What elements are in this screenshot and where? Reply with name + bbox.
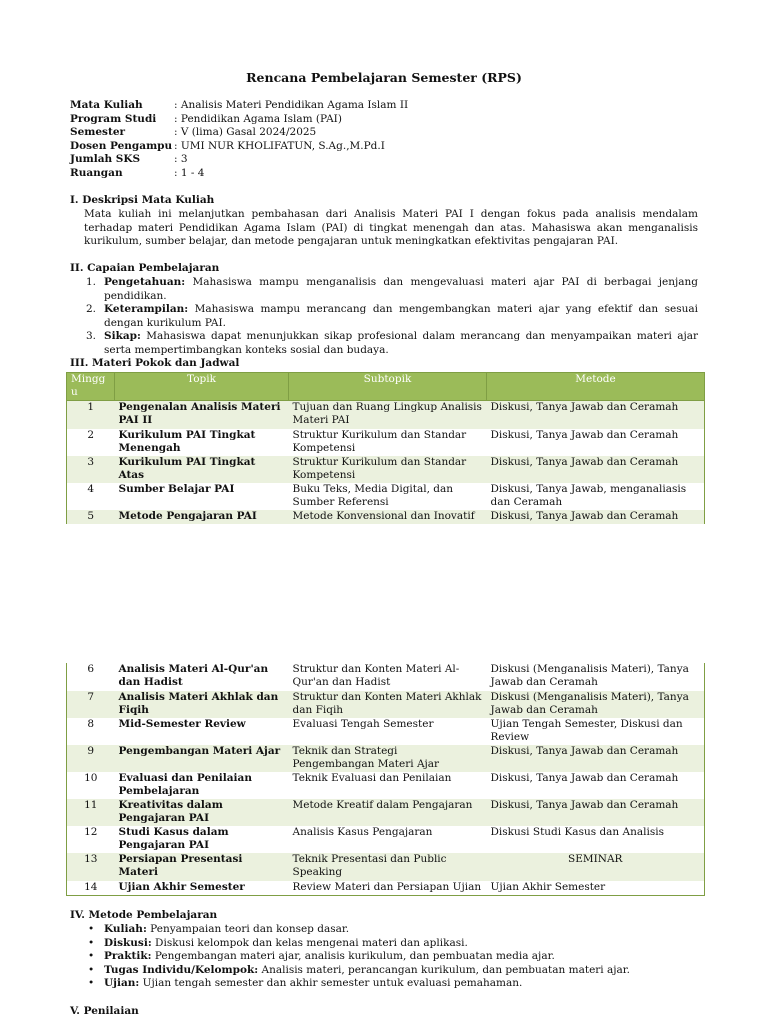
section-heading-materi: III. Materi Pokok dan Jadwal <box>70 357 240 369</box>
info-key: Mata Kuliah <box>70 99 143 111</box>
info-value: : 3 <box>174 153 188 166</box>
list-item-label: Kuliah: <box>104 923 147 935</box>
cell-method: Ujian Tengah Semester, Diskusi dan Review <box>487 718 705 745</box>
list-item <box>88 964 708 978</box>
cell-topic: Mid-Semester Review <box>118 718 246 730</box>
info-key: Dosen Pengampu <box>70 139 173 152</box>
cell-method: Diskusi, Tanya Jawab dan Ceramah <box>487 456 705 483</box>
table-row <box>67 881 705 895</box>
table-row <box>67 663 705 691</box>
cell-subtopic: Metode Konvensional dan Inovatif <box>289 510 487 524</box>
cell-method: SEMINAR <box>487 853 705 881</box>
cell-week: 11 <box>67 799 115 826</box>
cell-method: Diskusi, Tanya Jawab dan Ceramah <box>487 429 705 456</box>
cell-method: Diskusi, Tanya Jawab dan Ceramah <box>487 510 705 524</box>
cell-topic: Pengenalan Analisis Materi PAI II <box>115 401 289 429</box>
section-heading-deskripsi: I. Deskripsi Mata Kuliah <box>70 194 215 206</box>
info-row <box>70 153 408 167</box>
cell-topic: Kurikulum PAI Tingkat Atas <box>115 456 289 483</box>
table-row <box>67 456 705 483</box>
info-value: : UMI NUR KHOLIFATUN, S.Ag.,M.Pd.I <box>174 139 385 152</box>
list-item-label: Keterampilan: <box>104 303 189 316</box>
cell-method: Diskusi (Menganalisis Materi), Tanya Jawab dan Ceramah <box>487 691 705 718</box>
list-item-label: Sikap: <box>104 330 141 343</box>
table-row <box>67 799 705 826</box>
list-item-text: Penyampaian teori dan konsep dasar. <box>146 923 350 935</box>
info-value: : 1 - 4 <box>174 166 205 179</box>
table-row <box>67 853 705 881</box>
cell-week: 9 <box>67 745 115 772</box>
column-header-minggu: Mingg u <box>67 373 115 401</box>
cell-subtopic: Review Materi dan Persiapan Ujian <box>289 881 487 895</box>
cell-week: 8 <box>67 718 115 745</box>
schedule-table-part2 <box>66 663 705 896</box>
list-item-text: Diskusi kelompok dan kelas mengenai materi dan aplikasi. <box>151 936 468 949</box>
list-item-text: Pengembangan materi ajar, analisis kurikulum, dan pembuatan media ajar. <box>151 950 555 963</box>
info-key: Ruangan <box>70 166 123 179</box>
cell-topic: Kurikulum PAI Tingkat Menengah <box>118 428 256 454</box>
cell-subtopic: Teknik Presentasi dan Public Speaking <box>289 853 487 881</box>
capaian-list <box>84 276 698 358</box>
bullet-icon: • <box>88 950 95 963</box>
cell-week: 4 <box>67 483 115 510</box>
cell-method: Diskusi (Menganalisis Materi), Tanya Jawab dan Ceramah <box>487 663 705 691</box>
info-row <box>70 167 408 181</box>
list-item-label: Diskusi: <box>104 936 152 949</box>
cell-topic: Ujian Akhir Semester <box>115 881 289 895</box>
info-value: : V (lima) Gasal 2024/2025 <box>174 126 317 139</box>
cell-method: Diskusi, Tanya Jawab dan Ceramah <box>487 799 705 826</box>
cell-week: 1 <box>67 401 115 429</box>
list-item <box>84 276 698 303</box>
column-header-metode: Metode <box>487 373 705 401</box>
cell-week: 2 <box>67 429 115 456</box>
list-item-label: Pengetahuan: <box>104 276 186 288</box>
info-key: Semester <box>70 126 126 139</box>
cell-week: 14 <box>67 881 115 895</box>
table-row <box>67 826 705 853</box>
cell-subtopic: Teknik Evaluasi dan Penilaian <box>292 772 452 784</box>
info-row <box>70 126 408 140</box>
info-row <box>70 99 408 113</box>
table-row <box>67 483 705 510</box>
info-row <box>70 113 408 127</box>
list-item <box>88 977 708 991</box>
info-value: : Analisis Materi Pendidikan Agama Islam II <box>174 99 409 111</box>
cell-subtopic: Evaluasi Tengah Semester <box>292 718 434 730</box>
cell-subtopic: Tujuan dan Ruang Lingkup Analisis Materi PAI <box>289 401 487 429</box>
list-item-label: Ujian: <box>104 977 140 990</box>
list-item <box>84 303 698 330</box>
schedule-table-part1 <box>66 372 705 524</box>
cell-method: Diskusi, Tanya Jawab dan Ceramah <box>487 772 705 799</box>
section-heading-penilaian: V. Penilaian <box>70 1005 139 1017</box>
section-heading-metode: IV. Metode Pembelajaran <box>70 909 218 921</box>
section-heading-capaian: II. Capaian Pembelajaran <box>70 262 220 274</box>
metode-list <box>88 923 708 991</box>
list-item-text: Mahasiswa mampu menganalisis dan mengevaluasi materi ajar PAI di berbagai jenjang pendidikan. <box>104 276 698 302</box>
bullet-icon: • <box>88 923 95 935</box>
cell-week: 10 <box>67 772 115 799</box>
list-item-label: Tugas Individu/Kelompok: <box>104 963 259 976</box>
cell-topic: Studi Kasus dalam Pengajaran PAI <box>118 826 229 852</box>
course-info <box>70 99 408 181</box>
list-item <box>88 923 708 937</box>
table-row <box>67 510 705 524</box>
bullet-icon: • <box>88 936 95 949</box>
list-item-label: Praktik: <box>104 950 152 963</box>
cell-topic: Pengembangan Materi Ajar <box>115 745 289 772</box>
column-header-topik: Topik <box>115 373 289 401</box>
info-row <box>70 140 408 154</box>
table-header-row <box>67 373 705 401</box>
list-item-text: Mahasiswa dapat menunjukkan sikap profesional dalam merancang dan menyampaikan materi ajar serta mempertimbangkan konteks sosial dan budaya. <box>104 330 698 356</box>
list-item <box>88 937 708 951</box>
cell-subtopic: Struktur Kurikulum dan Standar Kompetensi <box>289 456 487 483</box>
table-row <box>67 772 705 799</box>
cell-subtopic: Metode Kreatif dalam Pengajaran <box>289 799 487 826</box>
cell-week: 7 <box>67 691 115 718</box>
cell-method: Diskusi Studi Kasus dan Analisis <box>487 826 705 853</box>
cell-method: Diskusi, Tanya Jawab dan Ceramah <box>487 401 705 429</box>
table-row <box>67 691 705 718</box>
cell-week: 12 <box>67 826 115 853</box>
cell-topic: Kreativitas dalam Pengajaran PAI <box>115 799 289 826</box>
cell-week: 5 <box>67 510 115 524</box>
list-number: 2. <box>86 303 97 316</box>
list-item <box>84 330 698 357</box>
cell-topic: Analisis Materi Akhlak dan Fiqih <box>115 691 289 718</box>
table-row <box>67 429 705 456</box>
cell-topic: Persiapan Presentasi Materi <box>115 853 289 881</box>
bullet-icon: • <box>88 977 95 990</box>
table-row <box>67 401 705 429</box>
document-title: Rencana Pembelajaran Semester (RPS) <box>246 70 522 85</box>
table-row <box>67 718 705 745</box>
bullet-icon: • <box>88 963 95 976</box>
cell-week: 6 <box>67 663 115 691</box>
list-number: 3. <box>86 330 97 343</box>
list-item-text: Mahasiswa mampu merancang dan mengembangkan materi ajar yang efektif dan sesuai dengan kurikulum PAI. <box>104 303 698 329</box>
list-item-text: Analisis materi, perancangan kurikulum, dan pembuatan materi ajar. <box>258 963 630 976</box>
cell-subtopic: Struktur dan Konten Materi Al-Qur'an dan Hadist <box>292 663 460 689</box>
cell-topic: Evaluasi dan Penilaian Pembelajaran <box>118 772 252 798</box>
cell-method: Diskusi, Tanya Jawab, menganaliasis dan Ceramah <box>487 483 705 510</box>
cell-topic: Sumber Belajar PAI <box>118 482 235 495</box>
info-value: : Pendidikan Agama Islam (PAI) <box>174 112 342 125</box>
cell-subtopic: Struktur Kurikulum dan Standar Kompetensi <box>292 428 467 454</box>
cell-topic: Analisis Materi Al-Qur'an dan Hadist <box>118 663 269 689</box>
cell-week: 3 <box>67 456 115 483</box>
cell-week: 13 <box>67 853 115 881</box>
table-row <box>67 745 705 772</box>
cell-subtopic: Struktur dan Konten Materi Akhlak dan Fiqih <box>289 691 487 718</box>
info-key: Jumlah SKS <box>70 153 141 166</box>
cell-subtopic: Teknik dan Strategi Pengembangan Materi Ajar <box>289 745 487 772</box>
cell-method: Ujian Akhir Semester <box>487 881 705 895</box>
cell-subtopic: Analisis Kasus Pengajaran <box>292 826 433 838</box>
list-item-text: Ujian tengah semester dan akhir semester untuk evaluasi pemahaman. <box>139 977 523 990</box>
cell-method: Diskusi, Tanya Jawab dan Ceramah <box>487 745 705 772</box>
info-key: Program Studi <box>70 112 157 125</box>
list-number: 1. <box>86 276 97 288</box>
cell-subtopic: Buku Teks, Media Digital, dan Sumber Referensi <box>292 482 454 508</box>
cell-topic: Metode Pengajaran PAI <box>115 510 289 524</box>
list-item <box>88 950 708 964</box>
column-header-subtopik: Subtopik <box>289 373 487 401</box>
deskripsi-paragraph: Mata kuliah ini melanjutkan pembahasan dari Analisis Materi PAI I dengan fokus pada analisis mendalam terhadap materi Pendidikan Agama Islam (PAI) di tingkat menengah dan atas. Mahasiswa akan menganalisis kurikulum, sumber belajar, dan metode pengajaran untuk meningkatkan efektivitas pengajaran PAI. <box>84 208 698 248</box>
